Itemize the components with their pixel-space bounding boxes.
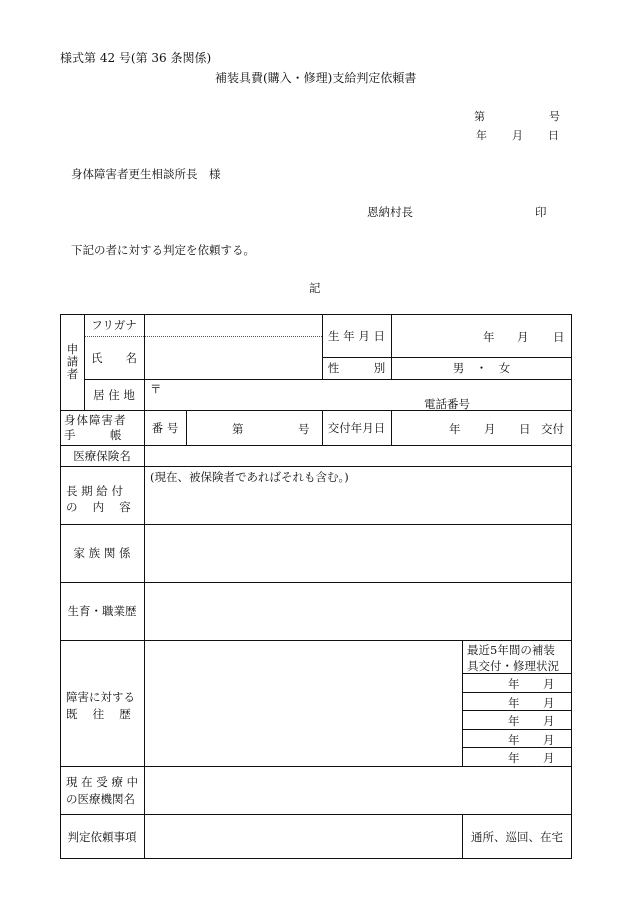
form-number: 様式第 42 号(第 36 条関係)	[60, 51, 212, 65]
col-line	[144, 314, 145, 859]
history-label-line1: 障害に対する	[66, 690, 135, 704]
seal-mark: 印	[535, 205, 547, 219]
family-label: 家 族 関 係	[73, 546, 131, 560]
history-label-line2: 既 往 歴	[66, 707, 131, 721]
recent-row-1-year: 年	[508, 677, 520, 691]
number-suffix: 号	[298, 422, 310, 436]
sex-label: 性 別	[327, 361, 386, 375]
name-label: 氏 名	[91, 350, 137, 365]
disability-book-label-line2: 手 帳	[64, 428, 122, 442]
recent-row-2-year: 年	[508, 696, 520, 710]
insurance-label: 医療保険名	[73, 448, 131, 463]
issue-date-label: 交付年月日	[327, 420, 386, 435]
issue-day: 日	[519, 422, 531, 436]
address-label: 居 住 地	[93, 387, 135, 402]
number-label: 番 号	[151, 420, 179, 435]
disability-book-label-line1: 身体障害者	[64, 413, 127, 427]
birth-date-label: 生 年 月 日	[328, 328, 385, 343]
doc-number-suffix: 号	[549, 110, 560, 123]
recent-row-3-month: 月	[543, 714, 555, 728]
judgment-items-label: 判定依頼事項	[67, 829, 137, 844]
recent-row-3-year: 年	[508, 714, 520, 728]
recent-row-4-year: 年	[508, 733, 520, 747]
recent-row-line	[462, 692, 572, 693]
recent-header-line1: 最近5年間の補装	[467, 643, 555, 657]
col-line	[186, 410, 187, 445]
recent-row-line	[462, 729, 572, 730]
doc-number-prefix: 第	[474, 110, 485, 123]
birth-month: 月	[517, 330, 529, 344]
recent-row-5-month: 月	[543, 751, 555, 765]
row-line	[60, 766, 572, 767]
furigana-label: フリガナ	[91, 318, 137, 332]
col-line	[391, 410, 392, 445]
recent-header	[467, 642, 559, 674]
ki-mark: 記	[309, 281, 321, 295]
judgment-options[interactable]: 通所、巡回、在宅	[471, 829, 563, 844]
recent-row-1-month: 月	[543, 677, 555, 691]
document-title: 補装具費(購入・修理)支給判定依頼書	[215, 71, 417, 85]
date-month: 月	[512, 129, 523, 142]
issue-month: 月	[484, 422, 496, 436]
disability-book-label	[64, 413, 127, 443]
applicant-label	[60, 314, 84, 410]
number-prefix: 第	[232, 422, 244, 436]
current-medical-label-line2: の医療機関名	[66, 792, 135, 806]
current-medical-label-line1: 現 在 受 療 中	[66, 775, 139, 789]
row-line	[60, 640, 572, 641]
long-term-note: (現在、被保険者であればそれも含む。)	[150, 470, 349, 484]
recent-row-4-month: 月	[543, 733, 555, 747]
postal-mark: 〒	[150, 382, 162, 396]
recent-header-line2: 具交付・修理状況	[467, 659, 559, 673]
date-year: 年	[476, 129, 487, 142]
name-input[interactable]	[144, 336, 322, 379]
career-label: 生育・職業歴	[67, 604, 137, 618]
row-line	[84, 379, 572, 380]
sex-options[interactable]: 男 ・ 女	[452, 361, 511, 375]
applicant-label-text: 申請者	[65, 343, 80, 381]
long-term-label-line1: 長 期 給 付	[66, 484, 123, 498]
request-text: 下記の者に対する判定を依頼する。	[71, 243, 255, 257]
row-line	[60, 466, 572, 467]
phone-label: 電話番号	[424, 397, 470, 411]
long-term-label-line2: の 内 容	[66, 500, 131, 514]
birth-day: 日	[553, 330, 565, 344]
furigana-input[interactable]	[144, 314, 322, 336]
addressee: 身体障害者更生相談所長 様	[71, 167, 221, 181]
date-day: 日	[548, 129, 559, 142]
sender: 恩納村長	[367, 205, 413, 219]
issue-year: 年	[449, 422, 461, 436]
recent-row-2-month: 月	[543, 696, 555, 710]
recent-row-5-year: 年	[508, 751, 520, 765]
row-line	[60, 410, 572, 411]
current-medical-label	[66, 774, 138, 808]
long-term-label	[66, 483, 131, 515]
issue-word: 交付	[541, 422, 564, 436]
birth-year: 年	[483, 330, 495, 344]
history-label	[66, 689, 135, 723]
